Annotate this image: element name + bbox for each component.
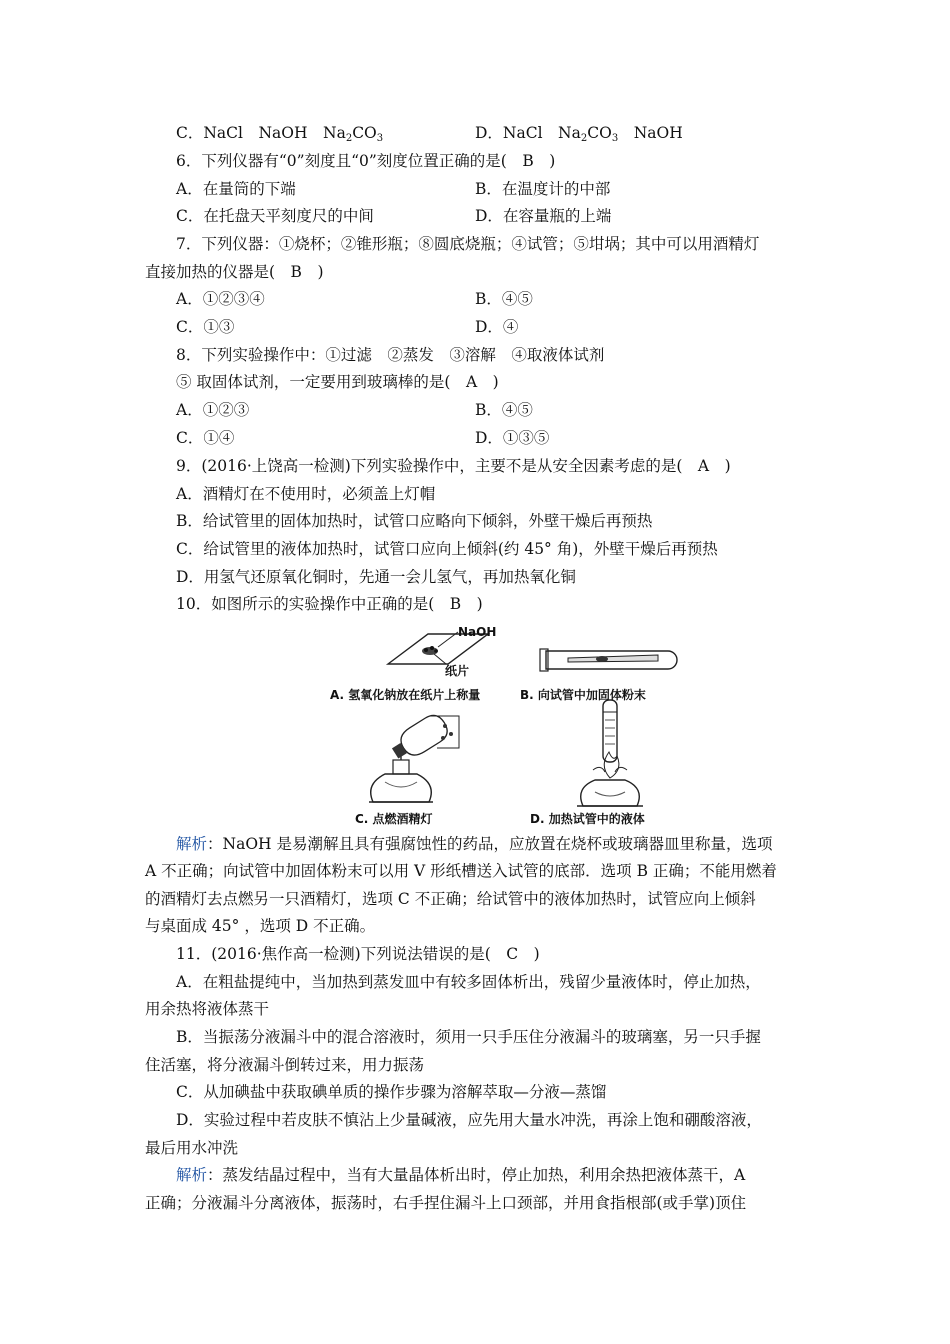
figure-d-heat-test-tube <box>565 700 655 810</box>
q8-option-b: B．④⑤ <box>475 401 533 419</box>
q8-stem-cont: ⑤ 取固体试剂，一定要用到玻璃棒的是( A ) <box>176 373 499 391</box>
q10-analysis-line-1 <box>176 834 772 854</box>
q10-analysis-line-2: A 不正确；向试管中加固体粉末可以用 V 形纸槽送入试管的底部．选项 B 正确；不能用燃着 <box>145 862 777 880</box>
q8-option-c: C．①④ <box>176 429 235 447</box>
q7-option-d: D．④ <box>475 318 519 336</box>
analysis-label: 解析 <box>176 835 208 853</box>
q9-option-c: C．给试管里的液体加热时，试管口应向上倾斜(约 45° 角)，外壁干燥后再预热 <box>176 540 718 558</box>
q8-option-a: A．①②③ <box>176 401 250 419</box>
analysis-text: ：蒸发结晶过程中，当有大量晶体析出时，停止加热，利用余热把液体蒸干，A <box>207 1166 746 1184</box>
q6-stem: 6．下列仪器有“0”刻度且“0”刻度位置正确的是( B ) <box>176 152 556 170</box>
q7-stem: 7．下列仪器：①烧杯；②锥形瓶；⑧圆底烧瓶；④试管；⑤坩埚；其中可以用酒精灯 <box>176 235 760 253</box>
figure-c-light-alcohol-lamp <box>355 712 465 807</box>
q5-d-text: D．NaCl Na <box>475 124 581 142</box>
figure-a-caption: A. 氢氧化钠放在纸片上称量 <box>330 688 481 702</box>
q5-option-c <box>176 123 383 149</box>
q6-option-a: A．在量筒的下端 <box>176 180 296 198</box>
q9-stem: 9．(2016·上饶高一检测)下列实验操作中，主要不是从安全因素考虑的是( A ) <box>176 457 731 475</box>
q11-stem: 11．(2016·焦作高一检测)下列说法错误的是( C ) <box>176 945 540 963</box>
q5-d-text2: CO <box>587 124 612 142</box>
q11-option-d: D．实验过程中若皮肤不慎沾上少量碱液，应先用大量水冲洗，再涂上饱和硼酸溶液， <box>176 1111 762 1129</box>
q7-option-c: C．①③ <box>176 318 235 336</box>
subscript: 2 <box>345 133 353 144</box>
q11-analysis-line-2: 正确；分液漏斗分离液体，振荡时，右手捏住漏斗上口颈部，并用食指根部(或手掌)顶住 <box>145 1194 747 1212</box>
q6-option-c: C．在托盘天平刻度尺的中间 <box>176 207 374 225</box>
q9-option-a: A．酒精灯在不使用时，必须盖上灯帽 <box>176 485 436 503</box>
subscript: 2 <box>580 133 588 144</box>
q10-analysis-line-4: 与桌面成 45° ，选项 D 不正确。 <box>145 917 376 935</box>
q11-option-b-cont: 住活塞，将分液漏斗倒转过来，用力振荡 <box>145 1056 425 1074</box>
analysis-text: ：NaOH 是易潮解且具有强腐蚀性的药品，应放置在烧杯或玻璃器皿里称量，选项 <box>207 835 773 853</box>
q5-c-text2: CO <box>352 124 377 142</box>
q11-option-a: A．在粗盐提纯中，当加热到蒸发皿中有较多固体析出，残留少量液体时，停止加热， <box>176 973 761 991</box>
figure-d-caption: D. 加热试管中的液体 <box>530 812 645 826</box>
q7-option-b: B．④⑤ <box>475 290 533 308</box>
subscript: 3 <box>376 133 384 144</box>
q6-option-b: B．在温度计的中部 <box>475 180 611 198</box>
q10-stem: 10．如图所示的实验操作中正确的是( B ) <box>176 595 483 613</box>
q11-option-c: C．从加碘盐中获取碘单质的操作步骤为溶解萃取—分液—蒸馏 <box>176 1083 607 1101</box>
q9-option-b: B．给试管里的固体加热时，试管口应略向下倾斜，外壁干燥后再预热 <box>176 512 653 530</box>
q5-option-d <box>475 123 683 149</box>
figure-b-caption: B. 向试管中加固体粉末 <box>520 688 646 702</box>
q7-stem-cont: 直接加热的仪器是( B ) <box>145 263 324 281</box>
q11-option-a-cont: 用余热将液体蒸干 <box>145 1000 270 1018</box>
q11-analysis-line-1 <box>176 1165 745 1185</box>
q10-analysis-line-3: 的酒精灯去点燃另一只酒精灯，选项 C 不正确；给试管中的液体加热时，试管应向上倾斜 <box>145 890 756 908</box>
q5-d-text3: NaOH <box>618 124 683 142</box>
q9-option-d: D．用氢气还原氧化铜时，先通一会儿氢气，再加热氧化铜 <box>176 568 576 586</box>
q11-option-b: B．当振荡分液漏斗中的混合溶液时，须用一只手压住分液漏斗的玻璃塞，另一只手握 <box>176 1028 761 1046</box>
subscript: 3 <box>611 133 619 144</box>
q8-option-d: D．①③⑤ <box>475 429 550 447</box>
figure-c-caption: C. 点燃酒精灯 <box>355 812 433 826</box>
figure-a-naoh-label: NaOH <box>458 625 497 639</box>
analysis-label: 解析 <box>176 1166 208 1184</box>
q11-option-d-cont: 最后用水冲洗 <box>145 1139 239 1157</box>
q6-option-d: D．在容量瓶的上端 <box>475 207 612 225</box>
figure-a-paper-label: 纸片 <box>445 664 470 678</box>
q5-c-text: C．NaCl NaOH Na <box>176 124 346 142</box>
q7-option-a: A．①②③④ <box>176 290 265 308</box>
figure-b-test-tube-powder <box>538 645 688 675</box>
q8-stem: 8．下列实验操作中：①过滤 ②蒸发 ③溶解 ④取液体试剂 <box>176 346 605 364</box>
